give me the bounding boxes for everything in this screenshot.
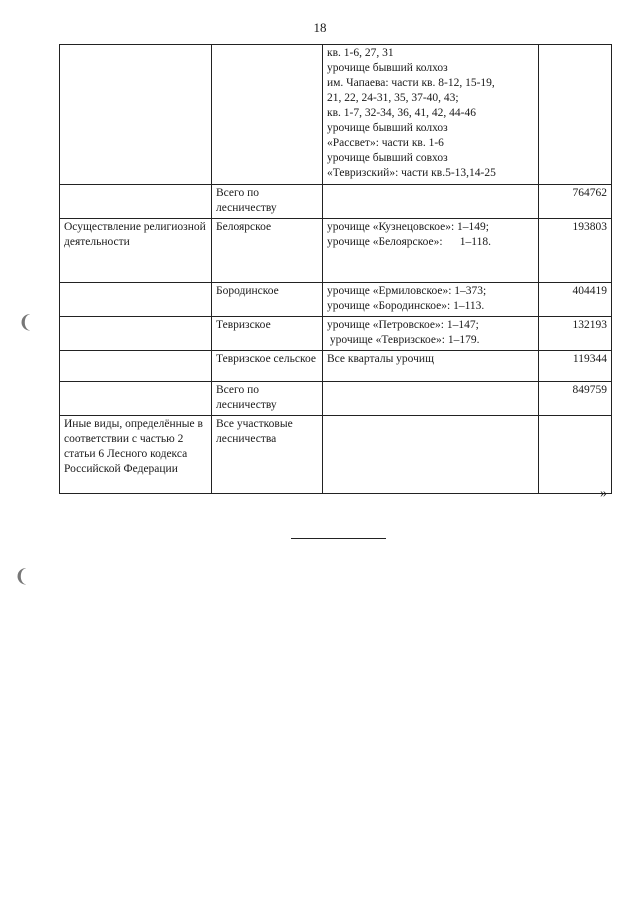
margin-punch-mark-icon: ❨ xyxy=(14,566,30,587)
area-cell: 764762 xyxy=(539,185,612,219)
forestry-cell: Все участковые лесничества xyxy=(212,416,323,494)
forestry-cell: Тевризское xyxy=(212,317,323,351)
location-line: урочище «Кузнецовское»: 1–149; xyxy=(327,221,489,233)
location-line: урочище «Ермиловское»: 1–373; xyxy=(327,285,487,297)
location-line: урочище «Бородинское»: 1–113. xyxy=(327,300,485,312)
location-line: урочище «Тевризское»: 1–179. xyxy=(327,334,480,346)
purpose-cell xyxy=(60,351,212,382)
purpose-cell xyxy=(60,382,212,416)
location-line: урочище бывший колхоз xyxy=(327,62,448,74)
location-cell xyxy=(323,283,539,317)
location-line: «Рассвет»: части кв. 1-6 xyxy=(327,137,444,149)
location-line: 21, 22, 24-31, 35, 37-40, 43; xyxy=(327,92,459,104)
table-row xyxy=(60,416,612,494)
area-cell xyxy=(539,45,612,185)
table-row xyxy=(60,45,612,185)
purpose-cell xyxy=(60,317,212,351)
forestry-cell: Белоярское xyxy=(212,219,323,283)
closing-quote: » xyxy=(600,486,607,501)
location-line: урочище бывший колхоз xyxy=(327,122,448,134)
forestry-cell: Бородинское xyxy=(212,283,323,317)
purpose-cell xyxy=(60,185,212,219)
location-line: им. Чапаева: части кв. 8-12, 15-19, xyxy=(327,77,495,89)
purpose-cell: Иные виды, определённые в соответствии с частью 2 статьи 6 Лесного кодекса Российской Федерации xyxy=(60,416,212,494)
forestry-cell: Всего по лесничеству xyxy=(212,382,323,416)
area-cell: 132193 xyxy=(539,317,612,351)
location-line: урочище бывший совхоз xyxy=(327,152,448,164)
location-line: Все кварталы урочищ xyxy=(327,353,434,365)
forestry-cell xyxy=(212,45,323,185)
purpose-cell: Осуществление религиозной деятельности xyxy=(60,219,212,283)
area-cell: 404419 xyxy=(539,283,612,317)
location-line: урочище «Белоярское»: 1–118. xyxy=(327,236,491,248)
area-cell: 119344 xyxy=(539,351,612,382)
forest-use-table xyxy=(59,44,612,494)
location-line: урочище «Петровское»: 1–147; xyxy=(327,319,479,331)
purpose-cell xyxy=(60,283,212,317)
table-row xyxy=(60,317,612,351)
forestry-cell: Всего по лесничеству xyxy=(212,185,323,219)
location-cell xyxy=(323,382,539,416)
location-cell xyxy=(323,185,539,219)
margin-punch-mark-icon: ❨ xyxy=(18,312,34,333)
area-cell: 193803 xyxy=(539,219,612,283)
location-cell xyxy=(323,317,539,351)
horizontal-rule xyxy=(291,538,386,539)
table-row xyxy=(60,219,612,283)
table-row xyxy=(60,185,612,219)
location-line: кв. 1-7, 32-34, 36, 41, 42, 44-46 xyxy=(327,107,477,119)
table-row xyxy=(60,382,612,416)
location-cell xyxy=(323,45,539,185)
forestry-cell: Тевризское сельское xyxy=(212,351,323,382)
area-cell: 849759 xyxy=(539,382,612,416)
table-row xyxy=(60,351,612,382)
location-cell xyxy=(323,351,539,382)
page-number: 18 xyxy=(313,20,327,35)
location-cell xyxy=(323,219,539,283)
location-cell xyxy=(323,416,539,494)
area-cell xyxy=(539,416,612,494)
purpose-cell xyxy=(60,45,212,185)
location-line: кв. 1-6, 27, 31 xyxy=(327,47,394,59)
location-line: «Тевризский»: части кв.5-13,14-25 xyxy=(327,167,496,179)
table-row xyxy=(60,283,612,317)
